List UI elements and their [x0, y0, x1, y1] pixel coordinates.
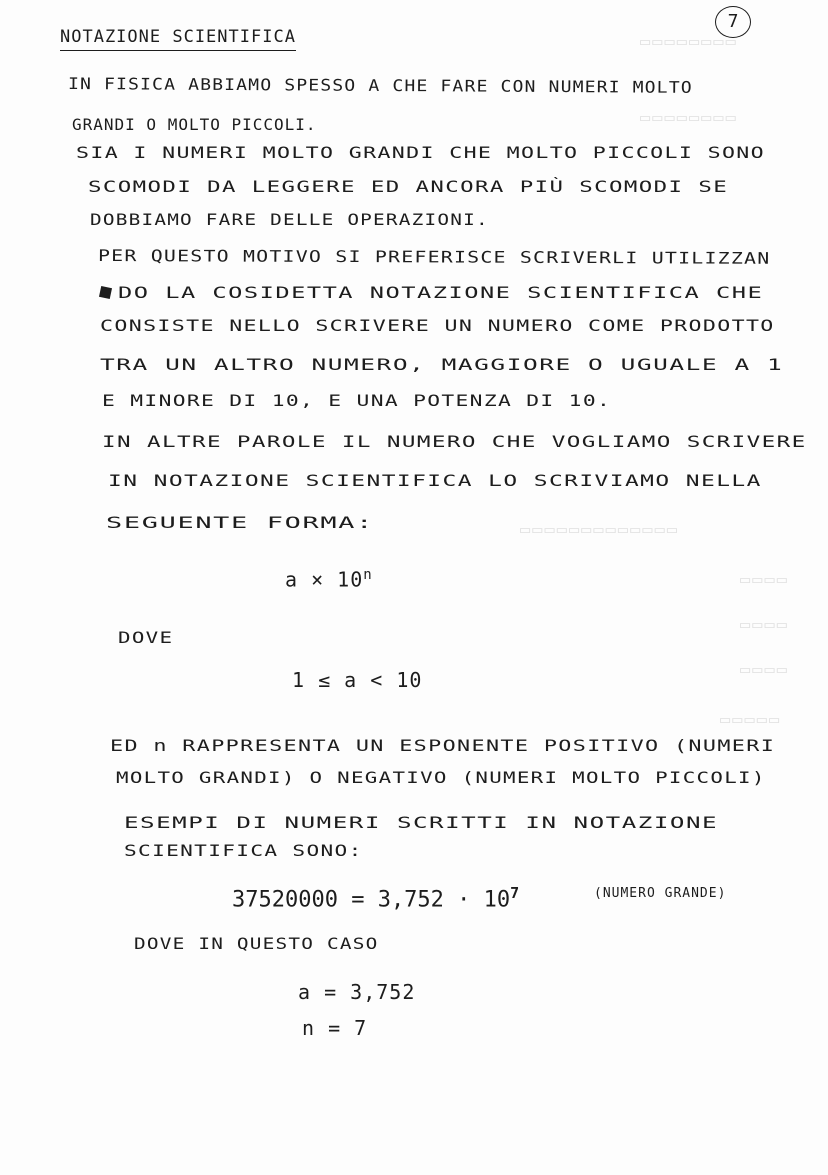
text-line: GRANDI O MOLTO PICCOLI.: [72, 115, 317, 134]
text-line: E MINORE DI 10, E UNA POTENZA DI 10.: [102, 391, 612, 410]
example-formula: [232, 884, 519, 912]
text-line: SCIENTIFICA SONO:: [124, 841, 363, 860]
ink-blot-mark: [99, 286, 112, 299]
bleed-through-line: ▭▭▭▭▭▭▭▭: [640, 108, 738, 128]
text-line: DOVE IN QUESTO CASO: [134, 934, 379, 953]
text-line: DO LA COSIDETTA NOTAZIONE SCIENTIFICA CHE: [118, 283, 764, 302]
bleed-through-line: ▭▭▭▭▭▭▭▭▭▭▭▭▭: [520, 520, 680, 540]
text-line: DOBBIAMO FARE DELLE OPERAZIONI.: [90, 210, 489, 229]
text-line: TRA UN ALTRO NUMERO, MAGGIORE O UGUALE A 1: [100, 355, 784, 374]
text-line: SEGUENTE FORMA:: [106, 513, 374, 532]
formula-exponent: n: [363, 567, 373, 583]
condition-formula: 1 ≤ a < 10: [292, 668, 423, 692]
text-line: ESEMPI DI NUMERI SCRITTI IN NOTAZIONE: [124, 813, 719, 832]
bleed-through-line: ▭▭▭▭: [740, 615, 789, 635]
text-line: SCOMODI DA LEGGERE ED ANCORA PIÙ SCOMODI SE: [88, 177, 729, 196]
a-value: a = 3,752: [298, 980, 416, 1004]
example-note: (NUMERO GRANDE): [594, 886, 727, 901]
bleed-through-line: ▭▭▭▭▭: [720, 710, 782, 730]
bleed-through-line: ▭▭▭▭: [740, 570, 789, 590]
text-line: IN FISICA ABBIAMO SPESSO A CHE FARE CON NUMERI MOLTO: [67, 74, 693, 97]
formula-base: a × 10: [285, 567, 364, 592]
example-formula-body: 37520000 = 3,752 · 10: [232, 887, 511, 913]
text-line: IN ALTRE PAROLE IL NUMERO CHE VOGLIAMO SCRIVERE: [102, 432, 807, 451]
bleed-through-line: ▭▭▭▭: [740, 660, 789, 680]
page-title: NOTAZIONE SCIENTIFICA: [60, 27, 296, 51]
text-line: CONSISTE NELLO SCRIVERE UN NUMERO COME PRODOTTO: [100, 316, 775, 335]
text-line: ED n RAPPRESENTA UN ESPONENTE POSITIVO (NUMERI: [110, 736, 776, 755]
text-line: IN NOTAZIONE SCIENTIFICA LO SCRIVIAMO NELLA: [108, 471, 762, 490]
page-number: 7: [715, 6, 751, 38]
general-form-formula: [285, 567, 373, 592]
text-line: DOVE: [118, 628, 174, 647]
bleed-through-line: ▭▭▭▭▭▭▭▭: [640, 32, 738, 52]
n-value: n = 7: [302, 1016, 368, 1040]
text-line: MOLTO GRANDI) O NEGATIVO (NUMERI MOLTO PICCOLI): [116, 768, 766, 787]
example-formula-exponent: 7: [510, 884, 520, 902]
text-line: PER QUESTO MOTIVO SI PREFERISCE SCRIVERLI UTILIZZAN: [97, 246, 771, 268]
text-line: SIA I NUMERI MOLTO GRANDI CHE MOLTO PICCOLI SONO: [76, 143, 766, 162]
